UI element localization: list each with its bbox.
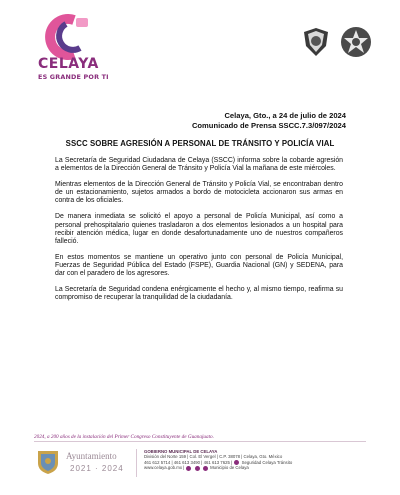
footer-note: 2024, a 200 años de la instalación del Primer Congreso Constituyente de Guanajuato. <box>34 434 214 440</box>
administration-years: 2021 · 2024 <box>70 464 124 473</box>
footer-vertical-divider <box>136 449 137 477</box>
footer-web[interactable]: www.celaya.gob.mx | <box>144 465 185 471</box>
paragraph: La Secretaría de Seguridad condena enérgicamente el hecho y, al mismo tiempo, reafirma su compromiso de recuperar la tranquilidad de la ciudadanía. <box>55 286 343 302</box>
press-release-title: SSCC SOBRE AGRESIÓN A PERSONAL DE TRÁNSITO Y POLICÍA VIAL <box>65 139 335 148</box>
press-release-body <box>55 157 343 310</box>
bulletin-number: Comunicado de Prensa SSCC.7.3/097/2024 <box>191 121 346 130</box>
police-badge-seal-icon <box>300 26 332 58</box>
footer-divider <box>34 441 366 442</box>
paragraph: De manera inmediata se solicitó el apoyo a personal de Policía Municipal, así como a personal prehospitalario quienes trasladaron a dos elementos lesionados a un hospital para recibir atención médica, lugar en donde desafortunadamente uno de nuestros compañeros falleció. <box>55 213 343 245</box>
facebook-icon <box>186 466 191 471</box>
twitter-icon <box>195 466 200 471</box>
municipal-coat-of-arms-icon <box>36 449 60 475</box>
ayuntamiento-label: Ayuntamiento <box>66 451 117 461</box>
footer-municipio[interactable]: Municipio de Celaya <box>210 465 249 471</box>
footer-org: GOBIERNO MUNICIPAL DE CELAYA <box>144 449 218 454</box>
dateline <box>192 111 346 131</box>
paragraph: En estos momentos se mantiene un operativo junto con personal de Policía Municipal, Fuerzas de Seguridad Pública del Estado (FSPE), Guardia Nacional (GN) y SEDENA, para dar con el paradero de los agresores. <box>55 253 343 278</box>
place-date: Celaya, Gto., a 24 de julio de 2024 <box>224 111 346 120</box>
paragraph: Mientras elementos de la Dirección General de Tránsito y Policía Vial, se encontraban dentro de un estacionamiento, sujetos armados a bordo de motocicleta accionaron sus armas en contra de los oficiales. <box>55 181 343 205</box>
footer-social[interactable]: Seguridad Celaya Tránsito <box>241 459 293 465</box>
star-badge-seal-icon <box>340 26 372 58</box>
logo-tagline: ES GRANDE POR TI <box>38 73 109 81</box>
instagram-icon <box>203 466 208 471</box>
footer-address: División del Norte 159 | Col. El Vergel | C.P. 38078 | Celaya, Gto. México <box>144 454 283 460</box>
logo-name: CELAYA <box>38 56 99 72</box>
footer-phones: 461 612 5714 | 461 613 3490 | 461 613 7625 | <box>144 459 233 465</box>
footer-contact <box>144 449 374 471</box>
paragraph: La Secretaría de Seguridad Ciudadana de Celaya (SSCC) informa sobre la cobarde agresión a elementos de la Dirección General de Tránsito y Policía Vial la mañana de este miércoles. <box>55 157 343 173</box>
